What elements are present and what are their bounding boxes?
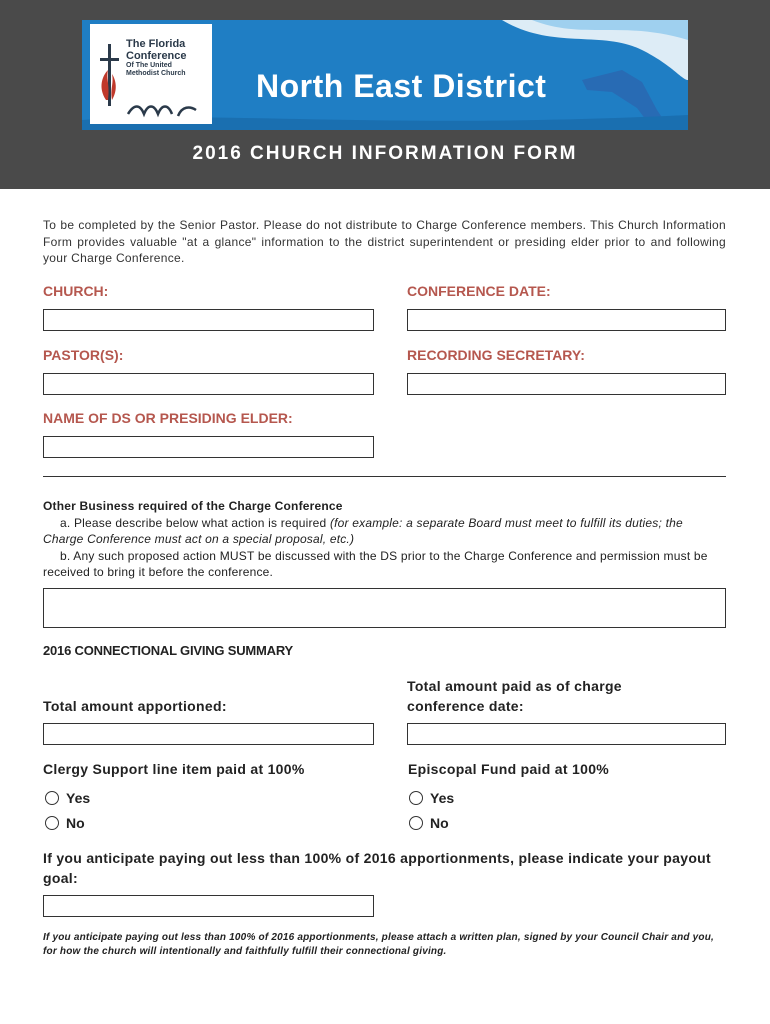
conference-date-label: CONFERENCE DATE: — [407, 283, 551, 299]
clergy-no-label: No — [66, 815, 85, 831]
logo-text — [126, 38, 187, 78]
church-field[interactable] — [43, 309, 374, 331]
apportioned-label: Total amount apportioned: — [43, 698, 227, 714]
other-business-b: b. Any such proposed action MUST be discussed with the DS prior to the Charge Conference and permission must be received to bring it before the conference. — [43, 548, 708, 579]
cross-flame-icon — [96, 40, 122, 110]
wave-logo-icon — [126, 100, 206, 120]
other-business-field[interactable] — [43, 588, 726, 628]
conference-logo — [90, 24, 212, 124]
paid-label-line-1: Total amount paid as of charge — [407, 678, 622, 694]
paid-label — [407, 676, 622, 716]
apportioned-field[interactable] — [43, 723, 374, 745]
clergy-no-radio[interactable] — [45, 816, 59, 830]
footnote: If you anticipate paying out less than 100% of 2016 apportionments, please attach a written plan, signed by your Council Chair and you, for how the church will intentionally and faithfully fulfill their connectional giving. — [43, 932, 715, 957]
episcopal-yes-label: Yes — [430, 790, 455, 806]
logo-line-2: Conference — [126, 50, 187, 62]
divider — [43, 476, 726, 477]
episcopal-no-label: No — [430, 815, 449, 831]
payout-question: If you anticipate paying out less than 100% of 2016 apportionments, please indicate your payout goal: — [43, 850, 711, 886]
paid-field[interactable] — [407, 723, 726, 745]
paid-label-line-2: conference date: — [407, 698, 524, 714]
clergy-yes-label: Yes — [66, 790, 91, 806]
logo-line-3: Of The United — [126, 62, 172, 69]
giving-summary-title: 2016 CONNECTIONAL GIVING SUMMARY — [43, 643, 294, 658]
ds-name-field[interactable] — [43, 436, 374, 458]
episcopal-fund-label: Episcopal Fund paid at 100% — [408, 761, 610, 777]
header-band — [0, 0, 770, 189]
intro-paragraph: To be completed by the Senior Pastor. Please do not distribute to Charge Conference members. This Church Information Form provides valuable "at a glance" information to the district superintendent or presiding elder prior to and following your Charge Conference. — [43, 218, 726, 265]
ds-name-label: NAME OF DS OR PRESIDING ELDER: — [43, 410, 293, 426]
logo-line-4: Methodist Church — [126, 70, 186, 77]
district-banner — [82, 20, 688, 130]
recording-secretary-field[interactable] — [407, 373, 726, 395]
other-business-a: a. Please describe below what action is required — [60, 515, 330, 530]
recording-secretary-label: RECORDING SECRETARY: — [407, 347, 585, 363]
logo-line-1: The Florida — [126, 38, 186, 50]
clergy-support-label: Clergy Support line item paid at 100% — [43, 761, 305, 777]
pastors-label: PASTOR(S): — [43, 347, 124, 363]
episcopal-yes-radio[interactable] — [409, 791, 423, 805]
district-title: North East District — [256, 68, 547, 104]
church-label: CHURCH: — [43, 283, 109, 299]
form-title: 2016 CHURCH INFORMATION FORM — [192, 143, 578, 164]
episcopal-no-radio[interactable] — [409, 816, 423, 830]
pastors-field[interactable] — [43, 373, 374, 395]
other-business-section — [43, 498, 726, 581]
other-business-heading: Other Business required of the Charge Conference — [43, 499, 343, 513]
other-business-a-example: (for example: a separate Board must meet to fulfill its duties; the Charge Conference must act on a special proposal, etc.) — [43, 515, 683, 546]
clergy-yes-radio[interactable] — [45, 791, 59, 805]
conference-date-field[interactable] — [407, 309, 726, 331]
payout-goal-field[interactable] — [43, 895, 374, 917]
